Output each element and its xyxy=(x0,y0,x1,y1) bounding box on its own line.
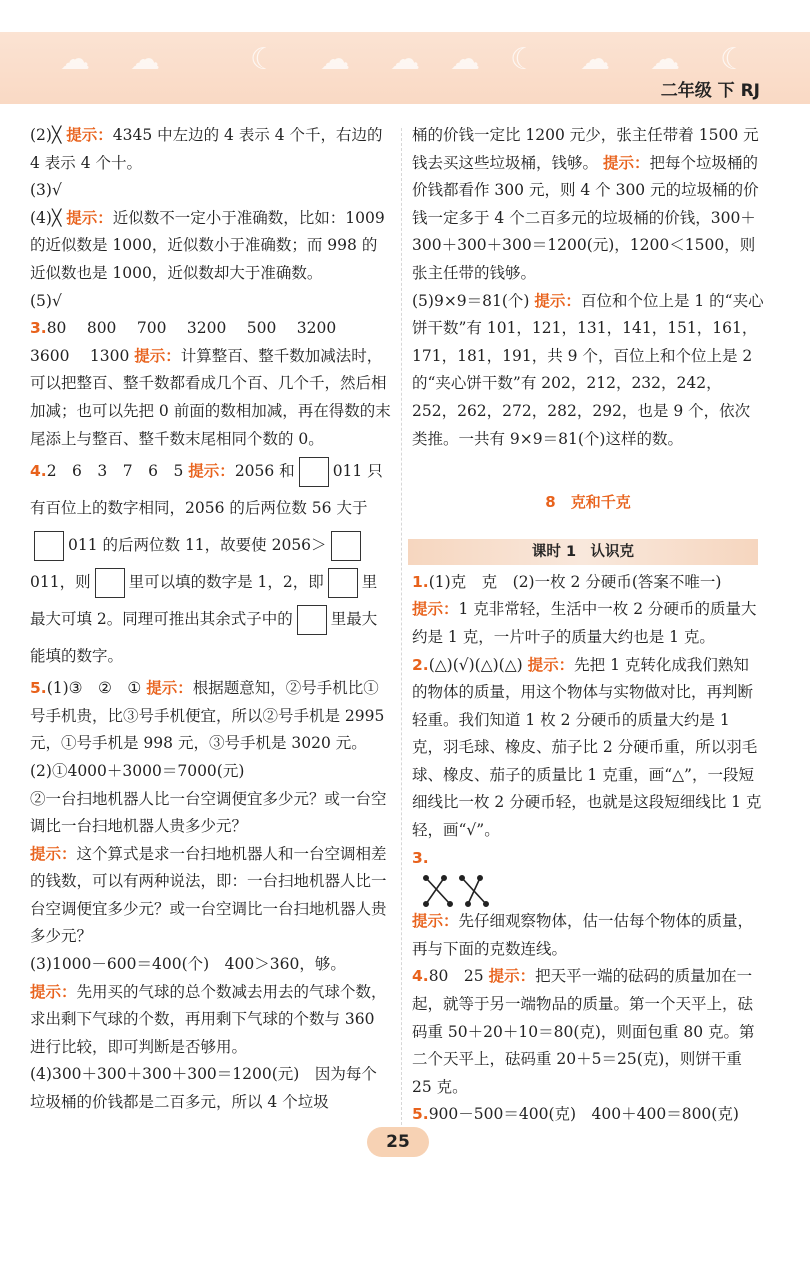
lesson-answer-1: 1.(1)克 克 (2)一枚 2 分硬币(答案不唯一) xyxy=(412,572,722,591)
answer-3: 3.80 800 700 3200 500 3200 3600 1300 提示：计算整百、整千数加减法时，可以把整百、整千数都看成几个百、几个千，然后相加减；也可以先把 0 前面的数相加减，再在得数的末尾添上与整百、整千数末尾相同个数的 0。 xyxy=(30,319,391,448)
moon-icon: ☾ xyxy=(510,42,537,77)
answer-2-5: (5)√ xyxy=(30,291,62,310)
unit-title: 8 克和千克 xyxy=(545,493,631,512)
moon-icon: ☾ xyxy=(720,42,747,77)
blank-box xyxy=(331,531,361,561)
answer-5-1: 5.(1)③ ② ① 提示：根据题意知，②号手机比①号手机贵，比③号手机便宜，所以②号手机是 2995 元，①号手机是 998 元，③号手机是 3020 元。 xyxy=(30,679,385,753)
lesson-answer-2: 2.(△)(√)(△)(△) 提示：先把 1 克转化成我们熟知的物体的质量，用这个物体与实物做对比，再判断轻重。我们知道 1 枚 2 分硬币的质量大约是 1 克，羽毛球、橡皮、茄子比 2 分硬币重，所以羽毛球、橡皮、茄子的质量比 1 克重，画“△”，一段短细线比一枚 2 分硬币轻，也就是这段短细线比 1 克轻，画“√”。 xyxy=(412,655,762,840)
cloud-icon: ☁ xyxy=(390,42,420,77)
cloud-icon: ☁ xyxy=(580,42,610,77)
answer-5-2-tip: 提示：这个算式是求一台扫地机器人和一台空调相差的钱数，可以有两种说法，即：一台扫地机器人比一台空调便宜多少元？或一台空调比一台扫地机器人贵多少元？ xyxy=(30,844,387,946)
answer-5-4-cont: 桶的价钱一定比 1200 元少，张主任带着 1500 元钱去买这些垃圾桶，钱够。 提示：把每个垃圾桶的价钱都看作 300 元，则 4 个 300 元的垃圾桶的价钱一定多于 4 个二百多元的垃圾桶的价钱，300＋300＋300＋300＝1200(元)，1200＜1500，则张主任带的钱够。 xyxy=(412,126,759,282)
answer-5-4: (4)300＋300＋300＋300＝1200(元) 因为每个垃圾桶的价钱都是二百多元，所以 4 个垃圾 xyxy=(30,1065,377,1112)
answer-5-5: (5)9×9＝81(个) 提示：百位和个位上是 1 的“夹心饼干数”有 101，121，131，141，151，161，171，181，191，共 9 个，百位上和个位上是 2 的“夹心饼干数”有 202，212，232，242，252，262，272，282，292，也是 9 个，依次类推。一共有 9×9＝81(个)这样的数。 xyxy=(412,291,764,448)
cloud-icon: ☁ xyxy=(130,42,160,77)
cloud-icon: ☁ xyxy=(450,42,480,77)
answer-5-2: (2)①4000＋3000＝7000(元) xyxy=(30,761,245,780)
column-divider xyxy=(401,128,402,1130)
blank-box xyxy=(95,568,125,598)
left-column xyxy=(30,122,392,1117)
page-number: 25 xyxy=(367,1127,429,1157)
answer-5-3: (3)1000－600＝400(个) 400＞360，够。 xyxy=(30,955,346,974)
blank-box xyxy=(328,568,358,598)
lesson-answer-4: 4.80 25 提示：把天平一端的砝码的质量加在一起，就等于另一端物品的质量。第一个天平上，砝码重 50＋20＋10＝80(克)，则面包重 80 克。第二个天平上，砝码重 20＋5＝25(克)，则饼干重 25 克。 xyxy=(412,967,755,1096)
answer-5-3-tip: 提示：先用买的气球的总个数减去用去的气球个数，求出剩下气球的个数，再用剩下气球的个数与 360 进行比较，即可判断是否够用。 xyxy=(30,982,387,1056)
right-column xyxy=(412,122,764,1129)
lesson-answer-3: 3. xyxy=(412,848,429,867)
lesson-answer-3-tip: 提示：先仔细观察物体，估一估每个物体的质量，再与下面的克数连线。 xyxy=(412,912,754,958)
lesson-answer-5: 5.900－500＝400(克) 400＋400＝800(克) xyxy=(412,1105,739,1124)
moon-icon: ☾ xyxy=(250,42,277,77)
answer-2-2: (2)╳ 提示：4345 中左边的 4 表示 4 个千，右边的 4 表示 4 个十。 xyxy=(30,126,383,172)
lesson-title-bar: 课时 1 认识克 xyxy=(408,539,758,565)
blank-box xyxy=(297,605,327,635)
answer-5-2b: ②一台扫地机器人比一台空调便宜多少元？或一台空调比一台扫地机器人贵多少元？ xyxy=(30,789,387,836)
blank-box xyxy=(299,457,329,487)
answer-2-3: (3)√ xyxy=(30,181,62,200)
grade-label: 二年级 下 RJ xyxy=(660,81,760,101)
cloud-icon: ☁ xyxy=(650,42,680,77)
answer-2-4: (4)╳ 提示：近似数不一定小于准确数，比如：1009 的近似数是 1000，近似数小于准确数；而 998 的近似数也是 1000，近似数却大于准确数。 xyxy=(30,208,385,282)
answer-4: 4.2 6 3 7 6 5 提示：2056 和 011 只有百位上的数字相同，2056 的后两位数 56 大于011 的后两位数 11，故要使 2056＞011，则 里可以填的数字是 1，2，即 里最大可填 2。同理可推出其余式子中的 里最大能填的数字。 xyxy=(30,453,392,675)
cloud-icon: ☁ xyxy=(60,42,90,77)
cloud-icon: ☁ xyxy=(320,42,350,77)
matching-lines-figure xyxy=(422,874,494,908)
blank-box xyxy=(34,531,64,561)
lesson-answer-1-tip: 提示：1 克非常轻，生活中一枚 2 分硬币的质量大约是 1 克，一片叶子的质量大约也是 1 克。 xyxy=(412,600,757,646)
